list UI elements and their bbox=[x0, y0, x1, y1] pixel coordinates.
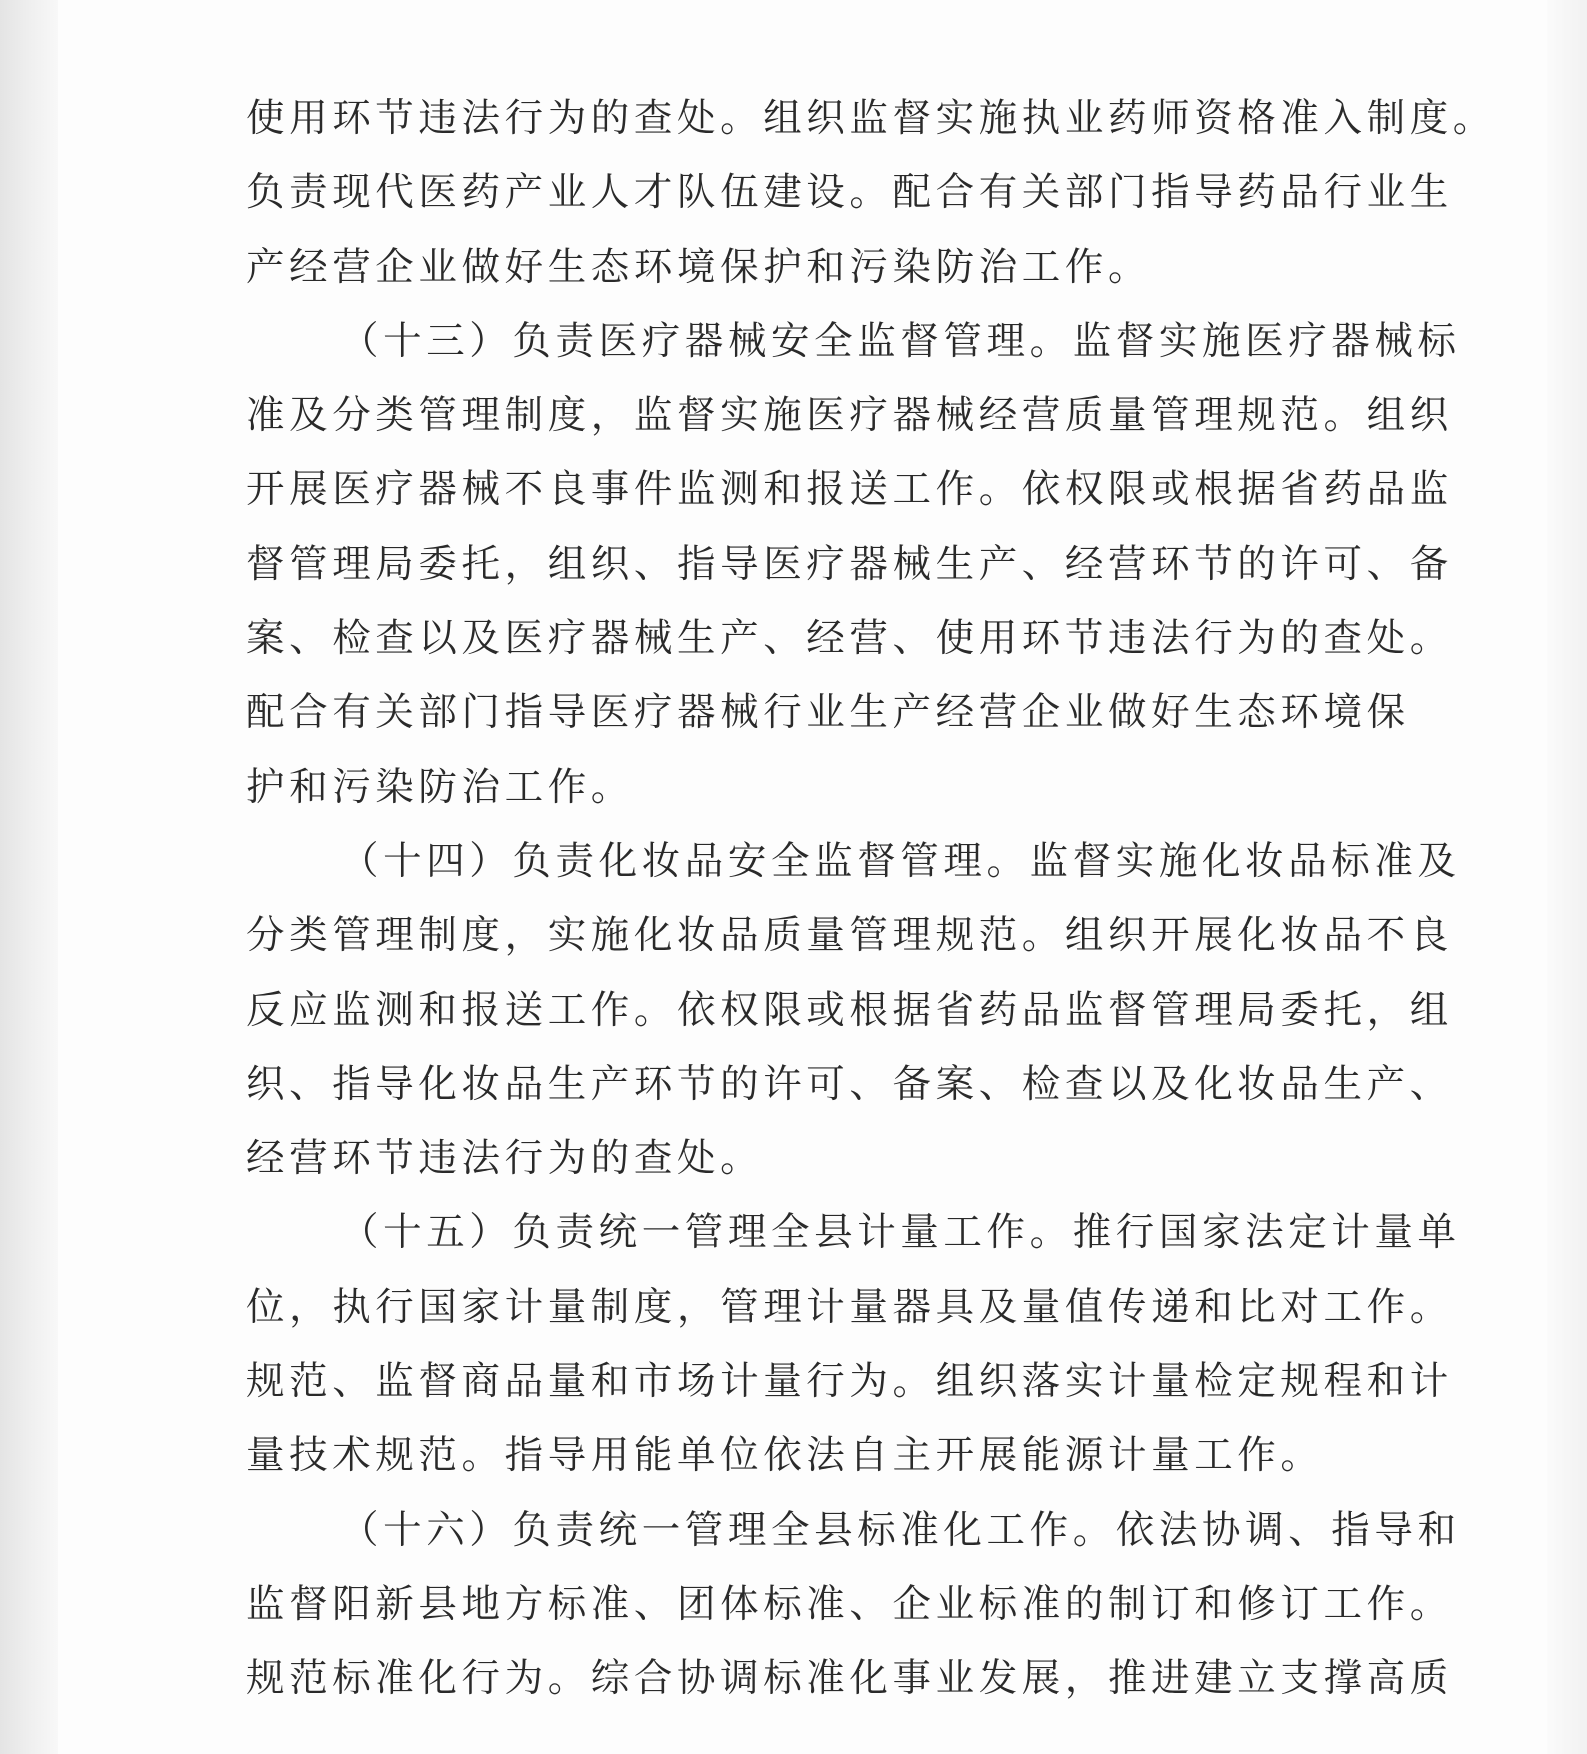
text-line: 准及分类管理制度，监督实施医疗器械经营质量管理规范。组织 bbox=[246, 393, 1453, 439]
document-body bbox=[246, 82, 1496, 1717]
text-line: 案、检查以及医疗器械生产、经营、使用环节违法行为的查处。 bbox=[246, 616, 1453, 662]
text-line: 使用环节违法行为的查处。组织监督实施执业药师资格准入制度。 bbox=[246, 96, 1496, 141]
text-line: 配合有关部门指导医疗器械行业生产经营企业做好生态环境保 bbox=[246, 690, 1410, 736]
paragraph-first-line: （十六）负责统一管理全县标准化工作。依法协调、指导和 bbox=[340, 1507, 1461, 1553]
text-line: 产经营企业做好生态环境保护和污染防治工作。 bbox=[246, 244, 1152, 290]
text-line: 督管理局委托，组织、指导医疗器械生产、经营环节的许可、备 bbox=[246, 541, 1453, 587]
text-line: 量技术规范。指导用能单位依法自主开展能源计量工作。 bbox=[246, 1433, 1324, 1479]
text-line: 负责现代医药产业人才队伍建设。配合有关部门指导药品行业生 bbox=[246, 170, 1453, 216]
text-line: 位，执行国家计量制度，管理计量器具及量值传递和比对工作。 bbox=[246, 1284, 1453, 1330]
text-line: 规范标准化行为。综合协调标准化事业发展，推进建立支撑高质 bbox=[246, 1656, 1453, 1702]
text-line: 监督阳新县地方标准、团体标准、企业标准的制订和修订工作。 bbox=[246, 1581, 1453, 1627]
paragraph-first-line: （十三）负责医疗器械安全监督管理。监督实施医疗器械标 bbox=[340, 318, 1461, 364]
scan-right-edge bbox=[1547, 0, 1587, 1754]
text-line: 经营环节违法行为的查处。 bbox=[246, 1136, 764, 1182]
text-line: 反应监测和报送工作。依权限或根据省药品监督管理局委托，组 bbox=[246, 987, 1453, 1033]
text-line: 织、指导化妆品生产环节的许可、备案、检查以及化妆品生产、 bbox=[246, 1061, 1453, 1107]
text-line: 规范、监督商品量和市场计量行为。组织落实计量检定规程和计 bbox=[246, 1359, 1453, 1405]
scan-left-edge bbox=[0, 0, 58, 1754]
paragraph-first-line: （十四）负责化妆品安全监督管理。监督实施化妆品标准及 bbox=[340, 838, 1461, 884]
text-line: 护和污染防治工作。 bbox=[246, 764, 634, 810]
text-line: 分类管理制度，实施化妆品质量管理规范。组织开展化妆品不良 bbox=[246, 913, 1453, 959]
text-line: 开展医疗器械不良事件监测和报送工作。依权限或根据省药品监 bbox=[246, 467, 1453, 513]
paragraph-first-line: （十五）负责统一管理全县计量工作。推行国家法定计量单 bbox=[340, 1210, 1461, 1256]
